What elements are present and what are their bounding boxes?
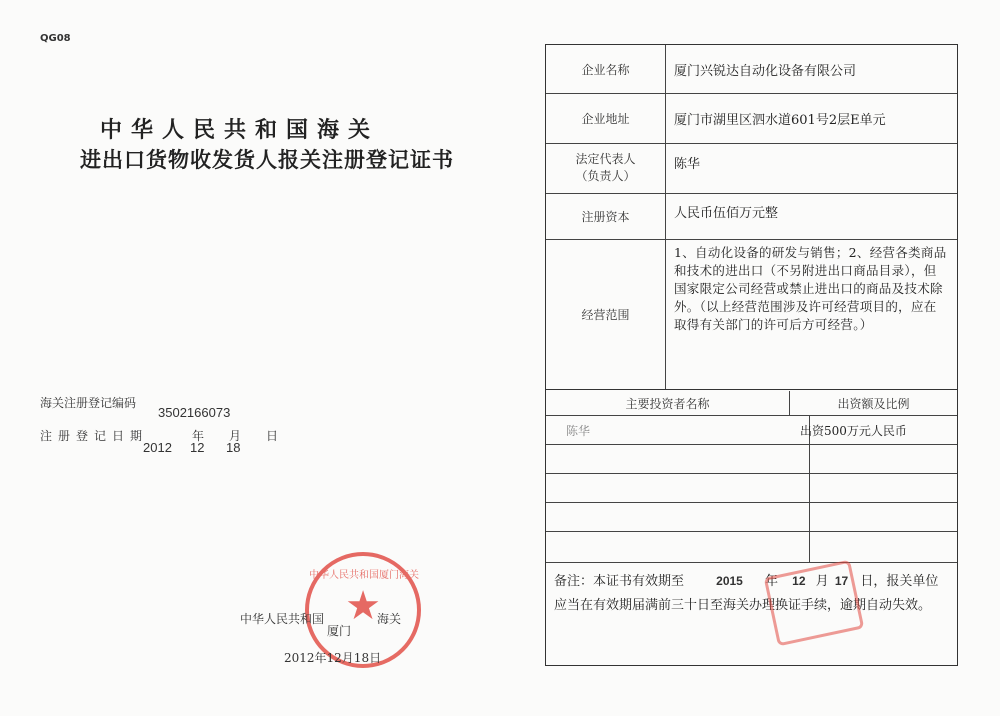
legal-rep-value: 陈华 xyxy=(674,157,701,172)
registration-day-unit: 日 xyxy=(266,429,279,443)
investor-amount xyxy=(790,445,957,473)
scope-value: 1、自动化设备的研发与销售；2、经营各类商品和技术的进出口（不另附进出口商品目录），但国家限定公司经营或禁止进出口的商品及技术除外。（以上经营范围涉及许可经营项目的，应在取得有关部门的许可后方可经营。） xyxy=(674,245,947,332)
investor-header xyxy=(546,391,957,416)
registration-year-unit: 年 xyxy=(192,429,205,443)
scope-label: 经营范围 xyxy=(546,239,666,389)
row-legal-rep xyxy=(546,143,957,194)
title-line-1: 中华人民共和国海关 xyxy=(100,117,380,143)
investor-amount: 出资500万元人民币 xyxy=(800,423,907,438)
registration-table xyxy=(545,44,958,666)
legal-rep-label-line2: （负责人） xyxy=(575,169,636,183)
registration-day: 18 xyxy=(226,440,241,455)
registration-month: 12 xyxy=(190,440,205,455)
registration-code-value: 3502166073 xyxy=(158,405,231,420)
address-label: 企业地址 xyxy=(546,93,666,143)
issuer-name-left: 中华人民共和国 xyxy=(240,612,325,626)
investor-amount xyxy=(790,503,957,531)
expiry-year: 2015 xyxy=(716,574,743,588)
company-name-value: 厦门兴锐达自动化设备有限公司 xyxy=(674,63,857,79)
investor-row xyxy=(546,416,957,445)
expiry-month-unit: 月 xyxy=(815,574,829,589)
investor-row xyxy=(546,532,957,563)
investor-amount xyxy=(790,474,957,502)
expiry-day-unit: 日，报关单位 xyxy=(860,574,939,589)
issuer-city: 厦门 xyxy=(327,624,352,638)
issuer-date: 2012年12月18日 xyxy=(284,651,382,665)
investor-row xyxy=(546,474,957,503)
address-value: 厦门市湖里区泗水道601号2层E单元 xyxy=(674,112,886,128)
investor-row xyxy=(546,445,957,474)
registration-year: 2012 xyxy=(143,440,172,455)
investor-row xyxy=(546,503,957,532)
company-name-label: 企业名称 xyxy=(546,45,666,93)
registration-date-label: 注册登记日期 xyxy=(40,429,149,443)
star-icon: ★ xyxy=(345,583,381,629)
notes-prefix: 备注：本证书有效期至 xyxy=(554,574,685,589)
investor-name xyxy=(546,532,810,562)
investor-name-header: 主要投资者名称 xyxy=(546,391,790,415)
notes xyxy=(546,563,957,618)
registration-code-label: 海关注册登记编码 xyxy=(40,396,137,410)
investor-name: 陈华 xyxy=(546,416,810,444)
investor-amount xyxy=(790,532,957,562)
investor-name xyxy=(546,503,810,531)
row-address xyxy=(546,93,957,144)
investor-name xyxy=(546,474,810,502)
investor-name xyxy=(546,445,810,473)
expiry-year-unit: 年 xyxy=(765,574,779,589)
capital-label: 注册资本 xyxy=(546,193,666,239)
issuer-name-right: 海关 xyxy=(377,612,402,626)
row-company-name xyxy=(546,45,957,94)
row-scope xyxy=(546,239,957,390)
capital-value: 人民币伍佰万元整 xyxy=(674,206,779,221)
row-capital xyxy=(546,193,957,240)
title-line-2: 进出口货物收发货人报关注册登记证书 xyxy=(80,147,454,172)
investor-amount-header: 出资额及比例 xyxy=(837,396,910,411)
legal-rep-label-line1: 法定代表人 xyxy=(575,152,636,166)
registration-month-unit: 月 xyxy=(229,429,242,443)
notes-line-2: 应当在有效期届满前三十日至海关办理换证手续，逾期自动失效。 xyxy=(554,598,932,613)
legal-rep-label xyxy=(546,143,666,193)
notes-line-1 xyxy=(554,569,951,594)
expiry-day: 17 xyxy=(834,574,849,588)
seal-text: 中华人民共和国厦门海关 xyxy=(309,570,419,581)
expiry-month: 12 xyxy=(792,574,806,588)
form-code: QG08 xyxy=(40,33,71,44)
